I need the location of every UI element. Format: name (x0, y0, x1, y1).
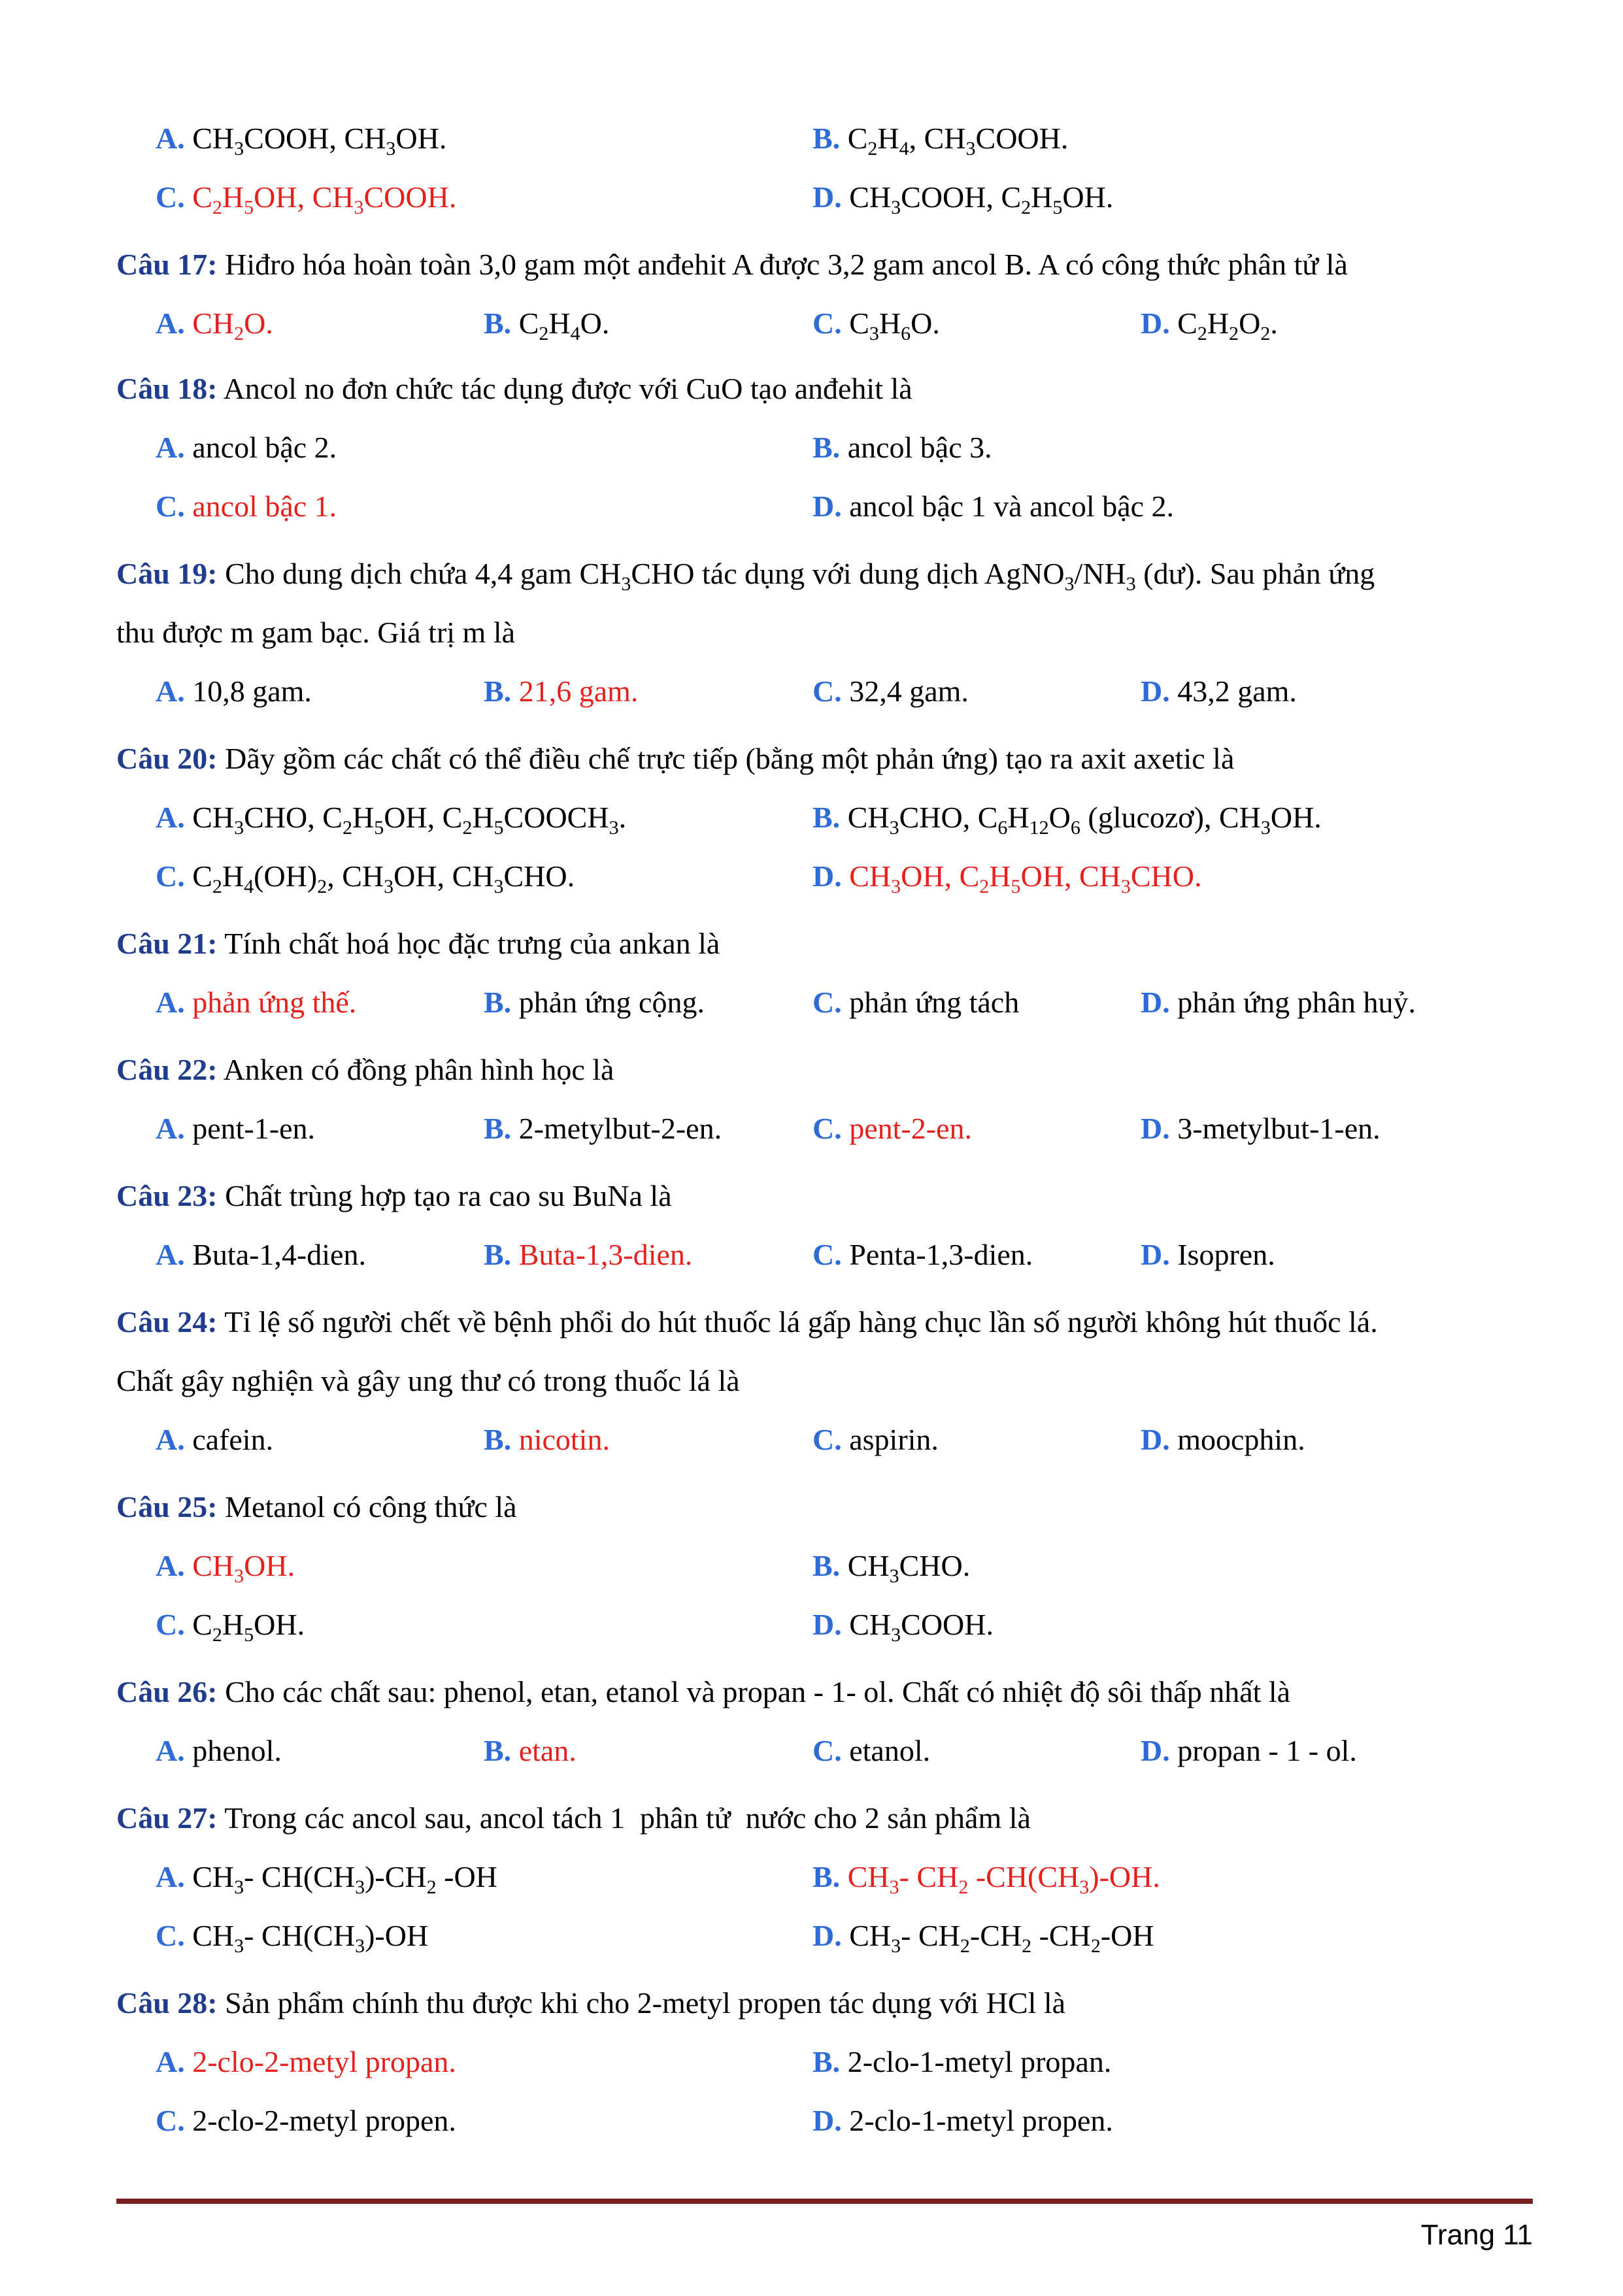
page-number: Trang 11 (1420, 2219, 1533, 2251)
q24-question: Câu 24: Tỉ lệ số người chết về bệnh phổi do hút thuốc lá gấp hàng chục lần số người không hút thuốc lá. (116, 1305, 1378, 1339)
q27-option-d: D. $CH_3-$ $CH_2-CH_2$ $-CH_2-OH$ (812, 1919, 1154, 1957)
q21-question: Câu 21: Tính chất hoá học đặc trưng của ankan là (116, 927, 720, 960)
q22-option-d: D. 3-metylbut-1-en. (1141, 1112, 1380, 1145)
q28-option-c: C. 2-clo-2-metyl propen. (156, 2104, 456, 2137)
answer-text: $CH_3-$ $CH_2$ $-CH(CH_3)-OH$. (847, 1860, 1160, 1898)
q21-option-c: C. phản ứng tách (812, 986, 1020, 1019)
q21-option-b: B. phản ứng cộng. (484, 986, 705, 1019)
q18-option-a: A. ancol bậc 2. (156, 431, 337, 464)
q27-question: Câu 27: Trong các ancol sau, ancol tách 1 phân tử nước cho 2 sản phẩm là (116, 1801, 1031, 1835)
q26-option-b: B. etan. (484, 1734, 577, 1767)
q23-option-b: B. Buta-1,3-dien. (484, 1238, 693, 1271)
q16-option-d: D. $CH_3COOH$, $C_2H_5OH$. (812, 180, 1114, 218)
q20-option-a: A. $CH_3CHO$, $C_2H_5OH$, $C_2H_5COOCH_3$. (156, 801, 627, 839)
q20-option-c: C. $C_2H_4(OH)_2$, $CH_3OH$, $CH_3CHO$. (156, 859, 575, 897)
q19-question: Câu 19: Cho dung dịch chứa 4,4 gam $CH_3CHO$ tác dụng với dung dịch $AgNO_3/NH_3$ (dư). Sau phản ứng (116, 557, 1375, 595)
q16-option-a: A. $CH_3COOH$, $CH_3OH$. (156, 122, 447, 159)
q26-question: Câu 26: Cho các chất sau: phenol, etan, etanol và propan - 1- ol. Chất có nhiệt độ sôi thấp nhất là (116, 1675, 1291, 1708)
q18-option-d: D. ancol bậc 1 và ancol bậc 2. (812, 490, 1175, 523)
q19-question-line2: thu được m gam bạc. Giá trị m là (116, 616, 516, 649)
q28-option-a: A. 2-clo-2-metyl propan. (156, 2045, 456, 2078)
q27-option-b: B. $CH_3-$ $CH_2$ $-CH(CH_3)-OH$. (812, 1860, 1160, 1898)
q25-option-b: B. $CH_3CHO$. (812, 1549, 971, 1587)
q17-option-c: C. $C_3H_6O$. (812, 307, 940, 344)
q23-option-a: A. Buta-1,4-dien. (156, 1238, 366, 1271)
q22-option-c: C. pent-2-en. (812, 1112, 972, 1145)
q24-option-d: D. moocphin. (1141, 1423, 1305, 1456)
q27-option-c: C. $CH_3-$ $CH(CH_3)-OH$ (156, 1919, 429, 1957)
q28-option-b: B. 2-clo-1-metyl propan. (812, 2045, 1112, 2078)
q18-option-b: B. ancol bậc 3. (812, 431, 992, 464)
q23-option-d: D. Isopren. (1141, 1238, 1275, 1271)
answer-text: ancol bậc 1. (192, 490, 337, 523)
q17-option-b: B. $C_2H_4O$. (484, 307, 610, 344)
q21-option-d: D. phản ứng phân huỷ. (1141, 986, 1416, 1019)
q23-option-c: C. Penta-1,3-dien. (812, 1238, 1033, 1271)
q17-question: Câu 17: Hiđro hóa hoàn toàn 3,0 gam một anđehit A được 3,2 gam ancol B. A có công thức phân tử là (116, 248, 1348, 281)
q20-option-b: B. $CH_3CHO$, $C_6H_{12}O_6$ (glucozơ), $CH_3OH$. (812, 801, 1322, 839)
q21-option-a: A. phản ứng thế. (156, 986, 357, 1019)
q25-option-a: A. $CH_3OH$. (156, 1549, 295, 1587)
answer-text: $CH_3OH$, $C_2H_5OH$, $CH_3CHO$. (849, 859, 1202, 897)
q19-option-b: B. 21,6 gam. (484, 674, 639, 708)
q28-option-d: D. 2-clo-1-metyl propen. (812, 2104, 1113, 2137)
q28-question: Câu 28: Sản phẩm chính thu được khi cho 2-metyl propen tác dụng với HCl là (116, 1986, 1066, 2020)
answer-text: 21,6 gam. (518, 674, 639, 708)
q17-option-d: D. $C_2H_2O_2$. (1141, 307, 1278, 344)
q24-option-a: A. cafein. (156, 1423, 274, 1456)
q19-option-c: C. 32,4 gam. (812, 674, 969, 708)
answer-text: nicotin. (518, 1423, 610, 1456)
answer-text: etan. (518, 1734, 577, 1767)
q25-question: Câu 25: Metanol có công thức là (116, 1490, 517, 1523)
q24-option-c: C. aspirin. (812, 1423, 939, 1456)
q26-option-d: D. propan - 1 - ol. (1141, 1734, 1357, 1767)
q27-option-a: A. $CH_3-$ $CH(CH_3)-CH_2$ -OH (156, 1860, 497, 1898)
q22-question: Câu 22: Anken có đồng phân hình học là (116, 1053, 614, 1086)
q16-option-c: C. $C_2H_5OH$, $CH_3COOH$. (156, 180, 457, 218)
answer-text: $C_2H_5OH$, $CH_3COOH$. (192, 180, 457, 218)
answer-text: pent-2-en. (849, 1112, 972, 1145)
footer-divider (116, 2199, 1533, 2204)
q18-question: Câu 18: Ancol no đơn chức tác dụng được với CuO tạo anđehit là (116, 372, 912, 405)
q22-option-a: A. pent-1-en. (156, 1112, 315, 1145)
q20-option-d: D. $CH_3OH$, $C_2H_5OH$, $CH_3CHO$. (812, 859, 1202, 897)
q20-question: Câu 20: Dãy gồm các chất có thể điều chế trực tiếp (bằng một phản ứng) tạo ra axit axetic là (116, 742, 1235, 775)
q19-option-d: D. 43,2 gam. (1141, 674, 1297, 708)
q19-option-a: A. 10,8 gam. (156, 674, 312, 708)
answer-text: 2-clo-2-metyl propan. (192, 2045, 456, 2078)
q24-question-line2: Chất gây nghiện và gây ung thư có trong thuốc lá là (116, 1364, 740, 1397)
q25-option-d: D. $CH_3COOH$. (812, 1608, 994, 1646)
answer-text: $CH_3OH$. (192, 1549, 295, 1587)
q17-option-a: A. $CH_2O$. (156, 307, 273, 344)
q16-option-b: B. $C_2H_4$, $CH_3COOH$. (812, 122, 1069, 159)
answer-text: phản ứng thế. (192, 986, 357, 1019)
q24-option-b: B. nicotin. (484, 1423, 610, 1456)
q25-option-c: C. $C_2H_5OH$. (156, 1608, 305, 1646)
q26-option-c: C. etanol. (812, 1734, 931, 1767)
q23-question: Câu 23: Chất trùng hợp tạo ra cao su BuNa là (116, 1179, 672, 1212)
answer-text: Buta-1,3-dien. (518, 1238, 693, 1271)
answer-text: $CH_2O$. (192, 307, 273, 344)
q18-option-c: C. ancol bậc 1. (156, 490, 337, 523)
q22-option-b: B. 2-metylbut-2-en. (484, 1112, 722, 1145)
q26-option-a: A. phenol. (156, 1734, 282, 1767)
